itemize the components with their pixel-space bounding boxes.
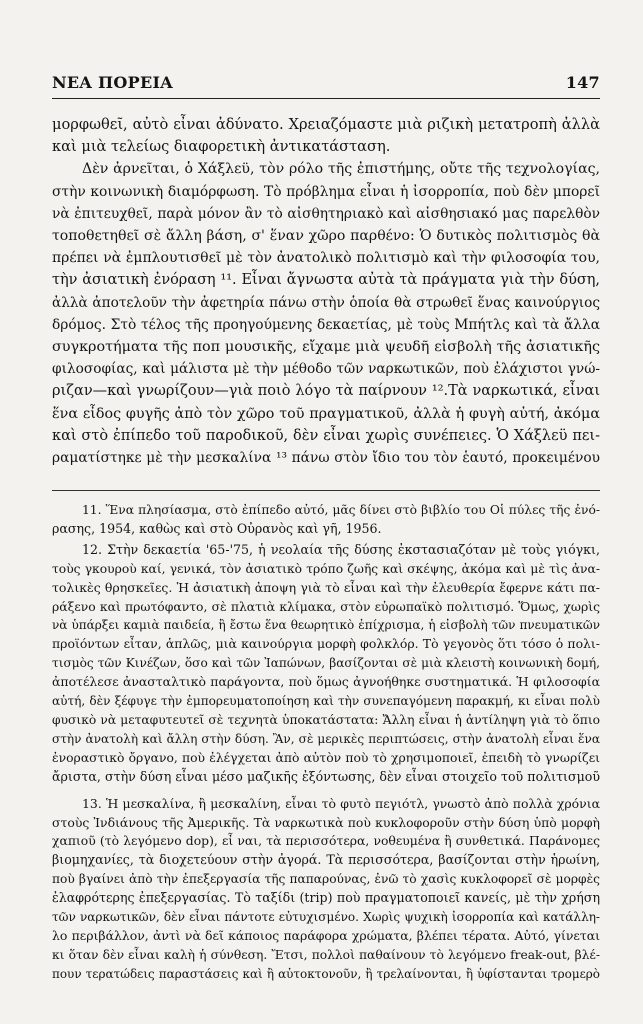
text-line: συγκροτήματα τῆς ποπ μουσικῆς, εἴχαμε μιὰ ψευδῆ εἰσβολὴ τῆς ἀσιατικῆς <box>52 339 600 356</box>
footnote-12 <box>52 541 600 787</box>
footnote-line: τοὺς γκουροὺ καί, γενικά, τὸν ἀσιατικὸ τρόπο ζωῆς καὶ σκέψης, ἀκόμα καὶ μὲ τὶς ἀνα- <box>52 561 600 576</box>
footnote-line: 12. Στὴν δεκαετία '65-'75, ἡ νεολαία τῆς δύσης ἐκστασιαζόταν μὲ τοὺς γιόγκι, <box>82 541 600 557</box>
footnote-line: τῶν ναρκωτικῶν, δὲν εἶναι πάντοτε εὐτυχισμένο. Χωρὶς ψυχικὴ ἰσορροπία καὶ κατάλλη- <box>52 910 600 925</box>
footnote-line: στοὺς Ἰνδιάνους τῆς Ἀμερικῆς. Τὰ ναρκωτικὰ ποὺ κυκλοφοροῦν στὴν δύση ὑπὸ μορφὴ <box>52 814 600 830</box>
footnote-line: λο περιβάλλον, ἀντὶ νὰ δεῖ κάποιος παράφορα χρώματα, βλέπει τέρατα. Αὐτό, γίνεται <box>52 927 600 943</box>
footnote-line: ἐλαφρότερης ἐπεξεργασίας. Τὸ ταξίδι (trip) ποὺ πραγματοποιεῖ κανείς, μὲ τὴν χρήση <box>52 890 600 906</box>
footnote-line: ποὺ βγαίνει ἀπὸ τὴν ἐπεξεργασία τῆς παπαρούνας, ἐνῶ τὸ χασὶς κυκλοφορεῖ σὲ μορφὲς <box>52 872 600 887</box>
text-line: πρέπει νὰ ἐμπλουτισθεῖ μὲ τὸν ἀνατολικὸ πολιτισμὸ καὶ τὴν φιλοσοφία του, <box>52 250 600 267</box>
footnote-line: ἐνοραστικὸ ὄργανο, ποὺ ἐλέγχεται ἀπὸ αὐτὸν ποὺ τὸ χρησιμοποιεῖ, ἐπειδὴ τὸ γνωρίζει <box>52 750 600 765</box>
main-text <box>52 114 600 469</box>
footnote-13 <box>52 795 600 984</box>
footnote-line: πουν τερατώδεις παραστάσεις καὶ ἢ αὐτοκτονοῦν, ἢ τρελαίνονται, ἢ ὑφίστανται τρομερὸ <box>52 966 600 981</box>
footnote-line: τισμὸς τῶν Κινέζων, ὅσο καὶ τῶν Ἰαπώνων, βασίζονται σὲ μιὰ κλειστὴ κοινωνικὴ δομή, <box>52 656 600 671</box>
footnote-separator <box>52 490 600 491</box>
journal-title: ΝΕΑ ΠΟΡΕΙΑ <box>52 73 173 92</box>
footnote-line: στὴν ἀνατολὴ καὶ ἄλλη στὴν δύση. Ἂν, σὲ μερικὲς περιπτώσεις, στὴν ἀνατολὴ εἶναι ἕνα <box>52 731 600 746</box>
text-line: ριζαν—καὶ γνωρίζουν—γιὰ ποιὸ λόγο τὰ παίρνουν ¹².Τὰ ναρκωτικά, εἶναι <box>52 383 600 400</box>
footnote-line: ρασης, 1954, καθὼς καὶ στὸ Οὐρανὸς καὶ γῆ, 1956. <box>52 520 382 536</box>
footnote-line: ἀποτέλεσε ἀνασταλτικὸ παράγοντα, ποὺ ὅμως ἀγνοήθηκε συστηματικά. Ἡ φιλοσοφία <box>52 674 600 690</box>
text-line: ραματίστηκε μὲ τὴν μεσκαλίνα ¹³ πάνω στὸν ἴδιο του τὸν ἑαυτό, προκειμένου <box>52 450 600 467</box>
footnote-line: ἄριστα, στὴν δύση εἶναι μέσο μαζικῆς ἐξόντωσης, δὲν εἶναι στοιχεῖο τοῦ πολιτισμοῦ <box>52 768 600 784</box>
footnote-line: 13. Ἡ μεσκαλίνα, ἢ μεσκαλίνη, εἶναι τὸ φυτὸ πεγιότλ, γνωστὸ ἀπὸ πολλὰ χρόνια <box>82 795 600 811</box>
footnote-line: χαπιοῦ (τὸ λεγόμενο dop), εἶ ναι, τὰ περισσότερα, νοθευμένα ἢ συνθετικά. Παράνομες <box>52 834 600 849</box>
text-line: τὴν ἀσιατικὴ ἐνόραση ¹¹. Εἶναι ἄγνωστα αὐτὰ τὰ πράγματα γιὰ τὴν δύση, <box>52 272 600 289</box>
text-line: τοποθετηθεῖ σὲ ἄλλη βάση, σ' ἕναν χῶρο παρθένο: Ὁ δυτικὸς πολιτισμὸς θὰ <box>52 228 600 245</box>
footnote-line: νὰ ὑπάρξει καμιὰ παιδεία, ἢ ἔστω ἕνα θεωρητικὸ ἐπίχρισμα, ἡ εἰσβολὴ τῶν πνευματικῶν <box>52 618 600 633</box>
text-line: καὶ στὸ ἐπίπεδο τοῦ παροδικοῦ, δὲν εἶναι χωρὶς συνέπειες. Ὁ Χάξλεϋ πει- <box>52 427 600 444</box>
text-line: καὶ μιὰ τελείως διαφορετικὴ ἀντικατάσταση. <box>52 138 391 156</box>
text-line: ἕνα εἶδος φυγῆς ἀπὸ τὸν χῶρο τοῦ πραγματικοῦ, ἀλλὰ ἡ φυγὴ αὐτή, ἀκόμα <box>52 405 600 422</box>
page-number: 147 <box>565 73 600 92</box>
text-line: στὴν κοινωνικὴ διαμόρφωση. Τὸ πρόβλημα εἶναι ἡ ἰσορροπία, ποὺ δὲν μπορεῖ <box>52 183 600 200</box>
footnote-line: κι ὅταν δὲν εἶναι καλὴ ἡ σύνθεση. Ἔτσι, πολλοὶ παθαίνουν τὸ λεγόμενο freak-out, βλέ- <box>52 947 600 962</box>
footnote-11 <box>52 501 600 539</box>
text-line: μορφωθεῖ, αὐτὸ εἶναι ἀδύνατο. Χρειαζόμαστε μιὰ ριζικὴ μετατροπὴ ἀλλὰ <box>52 116 600 133</box>
text-line: δρόμος. Στὸ τέλος τῆς προηγούμενης δεκαετίας, μὲ τοὺς Μπήτλς καὶ τὰ ἄλλα <box>52 316 600 333</box>
footnote-line: 11. Ἕνα πλησίασμα, στὸ ἐπίπεδο αὐτό, μᾶς δίνει στὸ βιβλίο του Οἱ πύλες τῆς ἐνό- <box>82 503 600 517</box>
text-line: νὰ ἐπιτευχθεῖ, παρὰ μόνον ἂν τὸ αἰσθητηριακὸ καὶ αἰσθησιακό μας παρελθὸν <box>52 205 600 222</box>
footnote-line: αὐτή, δὲν ξέφυγε τὴν ἐμπορευματοποίηση καὶ τὴν συνεπαγόμενη παρακμή, κι εἶναι πολὺ <box>52 694 600 709</box>
footnote-line: φυσικὸ νὰ μεταφυτευτεῖ σὲ τεχνητὰ ὑποκατάστατα: Ἄλλη εἶναι ἡ ἀντίληψη γιὰ τὸ ὅπιο <box>52 712 600 727</box>
footnote-line: ράξενο καὶ πρωτόφαντο, σὲ πλατιὰ κλίμακα, στὸν εὐρωπαϊκὸ πολιτισμό. Ὅμως, χωρὶς <box>52 599 600 614</box>
footnotes <box>52 501 600 986</box>
running-header <box>52 70 600 92</box>
header-rule <box>52 98 600 99</box>
text-line: ἀλλὰ ἀποτελοῦν τὴν ἀφετηρία πάνω στὴν ὁποία θὰ στρωθεῖ ἕνας καινούργιος <box>52 294 600 311</box>
footnote-line: βιομηχανίες, τὰ διοχετεύουν στὴν ἀγορά. Τὰ περισσότερα, βασίζονται στὴν ἡρωίνη, <box>52 852 600 868</box>
text-line: Δὲν ἀρνεῖται, ὁ Χάξλεϋ, τὸν ρόλο τῆς ἐπιστήμης, οὔτε τῆς τεχνολογίας, <box>82 161 600 178</box>
footnote-line: προϊόντων εἶταν, ἁπλῶς, μιὰ καινούργια μορφὴ φολκλόρ. Τὸ γεγονὸς ὅτι τόσο ὁ πολι- <box>52 636 600 652</box>
footnote-line: τολικὲς θρησκεῖες. Ἡ ἀσιατικὴ ἀποψη γιὰ τὸ εἶναι καὶ τὴν ἐλευθερία ἔφερνε κάτι πα- <box>52 579 600 595</box>
text-line: φιλοσοφίας, καὶ μάλιστα μὲ τὴν μέθοδο τῶν ναρκωτικῶν, ποὺ ἐλάχιστοι γνώ- <box>52 361 600 378</box>
